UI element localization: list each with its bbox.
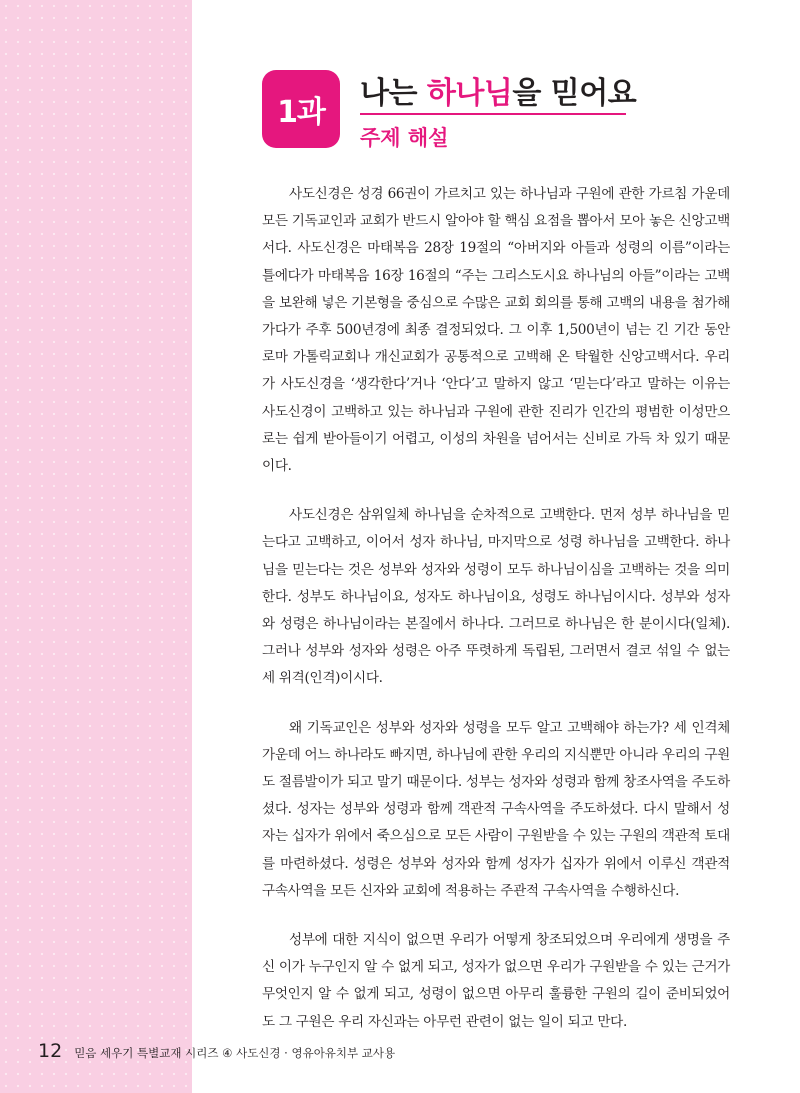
title-underline-rule <box>360 113 626 115</box>
section-subtitle: 주제 해설 <box>360 126 449 150</box>
body-paragraph-2: 사도신경은 삼위일체 하나님을 순차적으로 고백한다. 먼저 성부 하나님을 믿는다고 고백하고, 이어서 성자 하나님, 마지막으로 성령 하나님을 고백한다. 하나님을 믿는다는 것은 성부와 성자와 성령이 모두 하나님이심을 고백하는 것을 의미한다. 성부도 하나님이요, 성자도 하나님이요, 성령도 하나님이시다. 성부와 성자와 성령은 하나님이라는 본질에서 하나다. 그러므로 하나님은 한 분이시다(일체). 그러나 성부와 성자와 성령은 아주 뚜렷하게 독립된, 그러면서 결코 섞일 수 없는 세 위격(인격)이시다. <box>262 507 730 687</box>
lesson-badge-label: 1과 <box>277 95 325 130</box>
body-text <box>262 181 730 1058</box>
title-part-1: 나는 <box>360 76 427 111</box>
decorative-side-band <box>0 0 192 1093</box>
series-label: 믿음 세우기 특별교재 시리즈 ④ 사도신경 · 영유아유치부 교사용 <box>74 1046 396 1060</box>
body-paragraph-1: 사도신경은 성경 66권이 가르치고 있는 하나님과 구원에 관한 가르침 가운데 모든 기독교인과 교회가 반드시 알아야 할 핵심 요점을 뽑아서 모아 놓은 신앙고백서다. 사도신경은 마태복음 28장 19절의 “아버지와 아들과 성령의 이름”이라는 틀에다가 마태복음 16장 16절의 “주는 그리스도시요 하나님의 아들”이라는 고백을 보완해 넣은 기본형을 중심으로 수많은 교회 회의를 통해 고백의 내용을 첨가해 가다가 주후 500년경에 최종 결정되었다. 그 이후 1,500년이 넘는 긴 기간 동안 로마 가톨릭교회나 개신교회가 공통적으로 고백해 온 탁월한 신앙고백서다. 우리가 사도신경을 ‘생각한다’거나 ‘안다’고 말하지 않고 ‘믿는다’라고 말하는 이유는 사도신경이 고백하고 있는 하나님과 구원에 관한 진리가 인간의 평범한 이성만으로는 쉽게 받아들이기 어렵고, 이성의 차원을 넘어서는 신비로 가득 차 있기 때문이다. <box>262 186 730 475</box>
page-title <box>360 68 636 112</box>
body-paragraph-3: 왜 기독교인은 성부와 성자와 성령을 모두 알고 고백해야 하는가? 세 인격체 가운데 어느 하나라도 빠지면, 하나님에 관한 우리의 지식뿐만 아니라 우리의 구원도 절름발이가 되고 말기 때문이다. 성부는 성자와 성령과 함께 창조사역을 주도하셨다. 성자는 성부와 성령과 함께 객관적 구속사역을 주도하셨다. 다시 말해서 성자는 십자가 위에서 죽으심으로 모든 사람이 구원받을 수 있는 구원의 객관적 토대를 마련하셨다. 성령은 성부와 성자와 함께 성자가 십자가 위에서 이루신 객관적 구속사역을 모든 신자와 교회에 적용하는 주관적 구속사역을 수행하신다. <box>262 719 730 899</box>
lesson-badge <box>262 70 340 148</box>
page-footer <box>38 1040 395 1062</box>
page-number: 12 <box>38 1040 63 1062</box>
title-highlight: 하나님 <box>426 76 513 111</box>
body-paragraph-4: 성부에 대한 지식이 없으면 우리가 어떻게 창조되었으며 우리에게 생명을 주신 이가 누구인지 알 수 없게 되고, 성자가 없으면 우리가 구원받을 수 있는 근거가 무엇인지 알 수 없게 되고, 성령이 없으면 아무리 훌륭한 구원의 길이 준비되었어도 그 구원은 우리 자신과는 아무런 관련이 없는 일이 되고 만다. <box>262 932 730 1030</box>
title-part-2: 을 믿어요 <box>512 76 637 111</box>
